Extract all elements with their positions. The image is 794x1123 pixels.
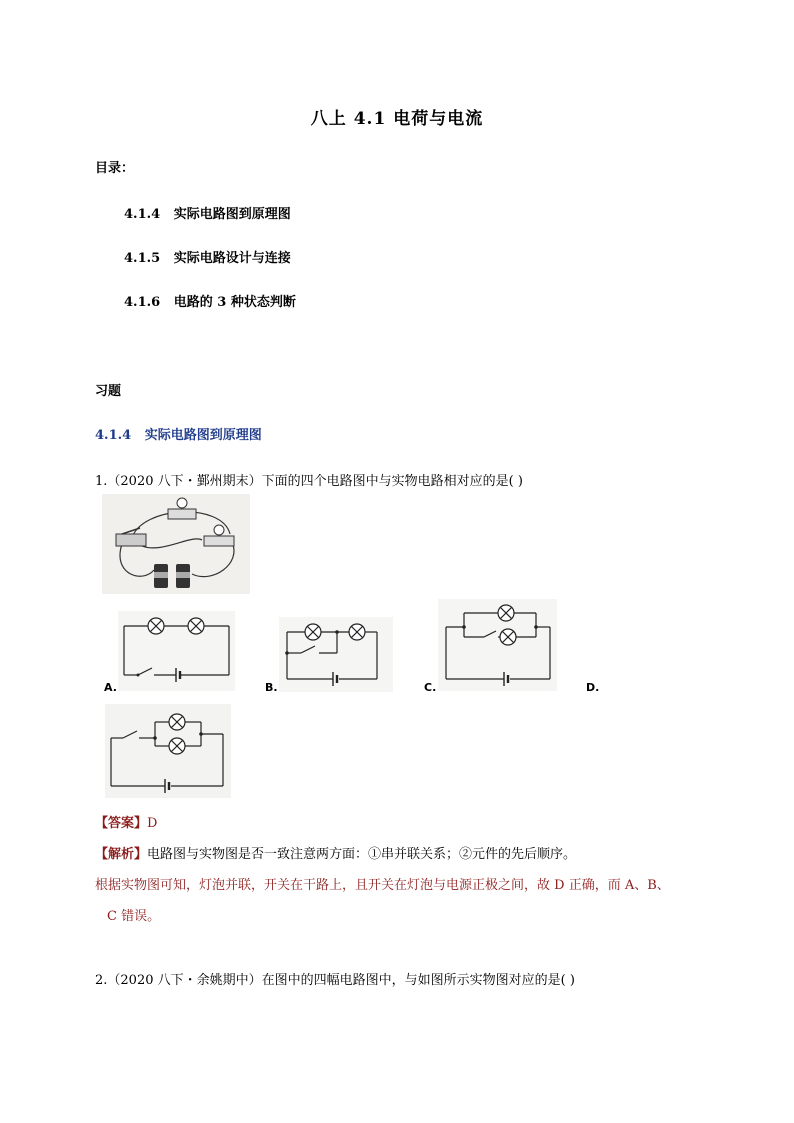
option-a-label[interactable]: A. bbox=[104, 681, 117, 694]
subsection-heading bbox=[95, 424, 262, 443]
option-c-circuit-diagram bbox=[438, 599, 557, 691]
question-1-text: 1.（2020 八下・鄞州期末）下面的四个电路图中与实物电路相对应的是( ) bbox=[95, 474, 523, 489]
page-title: 八上 4.1 电荷与电流 bbox=[310, 109, 484, 129]
physical-circuit-photo bbox=[102, 494, 250, 594]
toc-item-label: 实际电路图到原理图 bbox=[173, 207, 291, 222]
answer-line bbox=[95, 812, 157, 831]
analysis-text: 电路图与实物图是否一致注意两方面：①串并联关系；②元件的先后顺序。 bbox=[147, 847, 577, 862]
answer-value: D bbox=[147, 816, 158, 831]
section-title: 习题 bbox=[95, 384, 122, 399]
analysis-line bbox=[95, 843, 576, 862]
analysis-label: 【解析】 bbox=[95, 847, 148, 862]
option-d-circuit-diagram bbox=[105, 704, 231, 798]
toc-item-number: 4.1.5 bbox=[124, 251, 161, 266]
option-b-label[interactable]: B. bbox=[265, 681, 278, 694]
toc-heading: 目录： bbox=[95, 161, 135, 176]
explanation-line-1: 根据实物图可知，灯泡并联，开关在干路上，且开关在灯泡与电源正极之间，故 D 正确，而 A、B、 bbox=[95, 878, 670, 893]
option-c-label[interactable]: C. bbox=[424, 681, 437, 694]
option-b-circuit-diagram bbox=[279, 617, 393, 692]
explanation-line-2: C 错误。 bbox=[107, 909, 161, 924]
toc-item-label: 电路的 3 种状态判断 bbox=[173, 295, 296, 310]
subsection-number: 4.1.4 bbox=[95, 428, 132, 443]
toc-item-1[interactable] bbox=[124, 203, 291, 222]
option-a-circuit-diagram bbox=[118, 611, 235, 691]
toc-item-number: 4.1.6 bbox=[124, 295, 161, 310]
toc-item-number: 4.1.4 bbox=[124, 207, 161, 222]
toc-item-3[interactable] bbox=[124, 291, 296, 310]
subsection-label: 实际电路图到原理图 bbox=[144, 428, 262, 443]
toc-item-label: 实际电路设计与连接 bbox=[173, 251, 291, 266]
option-d-label[interactable]: D. bbox=[586, 681, 600, 694]
question-2-text: 2.（2020 八下・余姚期中）在图中的四幅电路图中，与如图所示实物图对应的是( ) bbox=[95, 973, 575, 988]
toc-item-2[interactable] bbox=[124, 247, 291, 266]
answer-label: 【答案】 bbox=[95, 816, 148, 831]
